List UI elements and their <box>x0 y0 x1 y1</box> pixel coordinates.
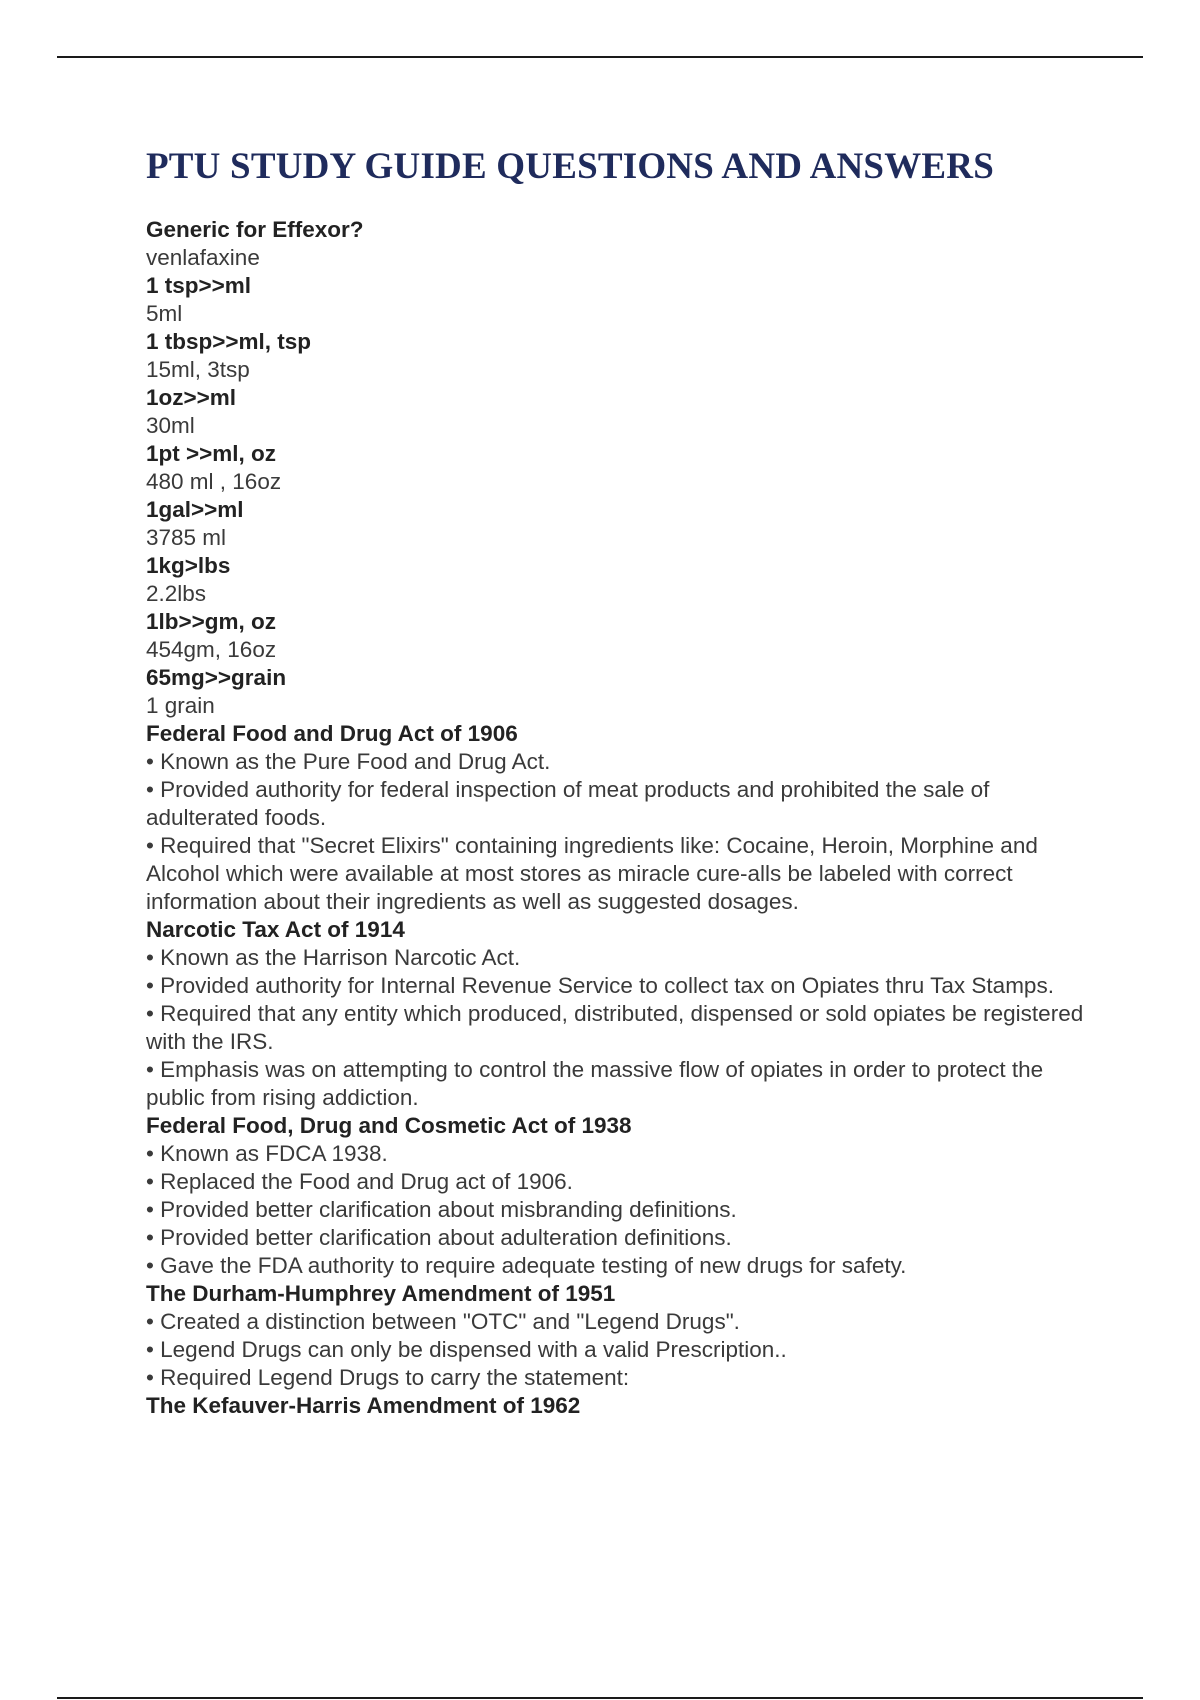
act-bullets <box>146 748 1086 916</box>
bullet-item <box>146 1056 1086 1112</box>
question: 1 tsp>>ml <box>146 273 252 298</box>
bullet-text: Required that any entity which produced, distributed, dispensed or sold opiates be registered with the IRS. <box>146 1001 1084 1054</box>
bullet-glyph: • <box>146 1253 154 1278</box>
bullet-glyph: • <box>146 1001 154 1026</box>
question: 65mg>>grain <box>146 665 287 690</box>
question: 1oz>>ml <box>146 385 237 410</box>
act-title: The Durham-Humphrey Amendment of 1951 <box>146 1281 616 1306</box>
bullet-glyph: • <box>146 777 154 802</box>
act-title: Narcotic Tax Act of 1914 <box>146 917 405 942</box>
qa-item <box>146 496 1086 552</box>
answer: venlafaxine <box>146 245 260 270</box>
bullet-item <box>146 832 1086 916</box>
qa-item <box>146 216 1086 272</box>
bullet-item <box>146 1224 1086 1252</box>
bullet-glyph: • <box>146 1141 154 1166</box>
answer: 15ml, 3tsp <box>146 357 250 382</box>
bullet-text: Created a distinction between "OTC" and "Legend Drugs". <box>160 1309 740 1334</box>
answer: 30ml <box>146 413 195 438</box>
act-title: Federal Food and Drug Act of 1906 <box>146 721 518 746</box>
qa-item <box>146 272 1086 328</box>
bullet-glyph: • <box>146 1225 154 1250</box>
bullet-glyph: • <box>146 1057 154 1082</box>
act-section-1914 <box>146 916 1086 1112</box>
act-bullets <box>146 944 1086 1112</box>
qa-item <box>146 552 1086 608</box>
bullet-text: Known as FDCA 1938. <box>160 1141 388 1166</box>
qa-item <box>146 608 1086 664</box>
bullet-glyph: • <box>146 833 154 858</box>
bullet-item <box>146 972 1086 1000</box>
qa-item <box>146 664 1086 720</box>
bullet-text: Required Legend Drugs to carry the statement: <box>160 1365 630 1390</box>
answer: 480 ml , 16oz <box>146 469 282 494</box>
bullet-text: Provided better clarification about misbranding definitions. <box>160 1197 737 1222</box>
bullet-text: Provided better clarification about adulteration definitions. <box>160 1225 732 1250</box>
question: 1 tbsp>>ml, tsp <box>146 329 312 354</box>
act-title: The Kefauver-Harris Amendment of 1962 <box>146 1393 581 1418</box>
qa-item <box>146 440 1086 496</box>
bullet-item <box>146 1336 1086 1364</box>
bullet-item <box>146 1252 1086 1280</box>
act-title: Federal Food, Drug and Cosmetic Act of 1938 <box>146 1113 632 1138</box>
bullet-glyph: • <box>146 1197 154 1222</box>
act-section-1962 <box>146 1392 1086 1420</box>
qa-item <box>146 384 1086 440</box>
act-bullets <box>146 1308 1086 1392</box>
question: 1pt >>ml, oz <box>146 441 277 466</box>
bullet-glyph: • <box>146 973 154 998</box>
answer: 454gm, 16oz <box>146 637 277 662</box>
question: 1kg>lbs <box>146 553 231 578</box>
bullet-text: Replaced the Food and Drug act of 1906. <box>160 1169 573 1194</box>
bullet-glyph: • <box>146 1337 154 1362</box>
bullet-glyph: • <box>146 749 154 774</box>
bullet-glyph: • <box>146 945 154 970</box>
qa-item <box>146 328 1086 384</box>
bullet-glyph: • <box>146 1365 154 1390</box>
bullet-text: Gave the FDA authority to require adequate testing of new drugs for safety. <box>160 1253 907 1278</box>
bullet-text: Known as the Pure Food and Drug Act. <box>160 749 551 774</box>
bullet-text: Required that "Secret Elixirs" containing ingredients like: Cocaine, Heroin, Morphine and Alcohol which were available at most stores as miracle cure-alls be labeled with correct information about their ingredients as well as suggested dosages. <box>146 833 1038 914</box>
question: Generic for Effexor? <box>146 217 364 242</box>
bullet-text: Provided authority for federal inspection of meat products and prohibited the sale of adulterated foods. <box>146 777 990 830</box>
qa-list <box>146 216 1086 1420</box>
bullet-item <box>146 1168 1086 1196</box>
bullet-glyph: • <box>146 1309 154 1334</box>
bullet-item <box>146 748 1086 776</box>
act-section-1938 <box>146 1112 1086 1280</box>
act-section-1951 <box>146 1280 1086 1392</box>
bullet-text: Known as the Harrison Narcotic Act. <box>160 945 521 970</box>
bullet-text: Emphasis was on attempting to control the massive flow of opiates in order to protect the public from rising addiction. <box>146 1057 1044 1110</box>
answer: 3785 ml <box>146 525 227 550</box>
top-rule <box>57 56 1143 58</box>
bullet-item <box>146 1196 1086 1224</box>
bullet-item <box>146 1000 1086 1056</box>
bullet-text: Provided authority for Internal Revenue Service to collect tax on Opiates thru Tax Stamps. <box>160 973 1054 998</box>
act-bullets <box>146 1140 1086 1280</box>
answer: 5ml <box>146 301 183 326</box>
bullet-text: Legend Drugs can only be dispensed with a valid Prescription.. <box>160 1337 787 1362</box>
question: 1gal>>ml <box>146 497 244 522</box>
act-section-1906 <box>146 720 1086 916</box>
answer: 2.2lbs <box>146 581 207 606</box>
bullet-item <box>146 1140 1086 1168</box>
bottom-rule <box>57 1697 1143 1699</box>
bullet-glyph: • <box>146 1169 154 1194</box>
question: 1lb>>gm, oz <box>146 609 277 634</box>
bullet-item <box>146 944 1086 972</box>
bullet-item <box>146 1364 1086 1392</box>
answer: 1 grain <box>146 693 215 718</box>
bullet-item <box>146 776 1086 832</box>
page-title: PTU STUDY GUIDE QUESTIONS AND ANSWERS <box>146 146 994 187</box>
bullet-item <box>146 1308 1086 1336</box>
